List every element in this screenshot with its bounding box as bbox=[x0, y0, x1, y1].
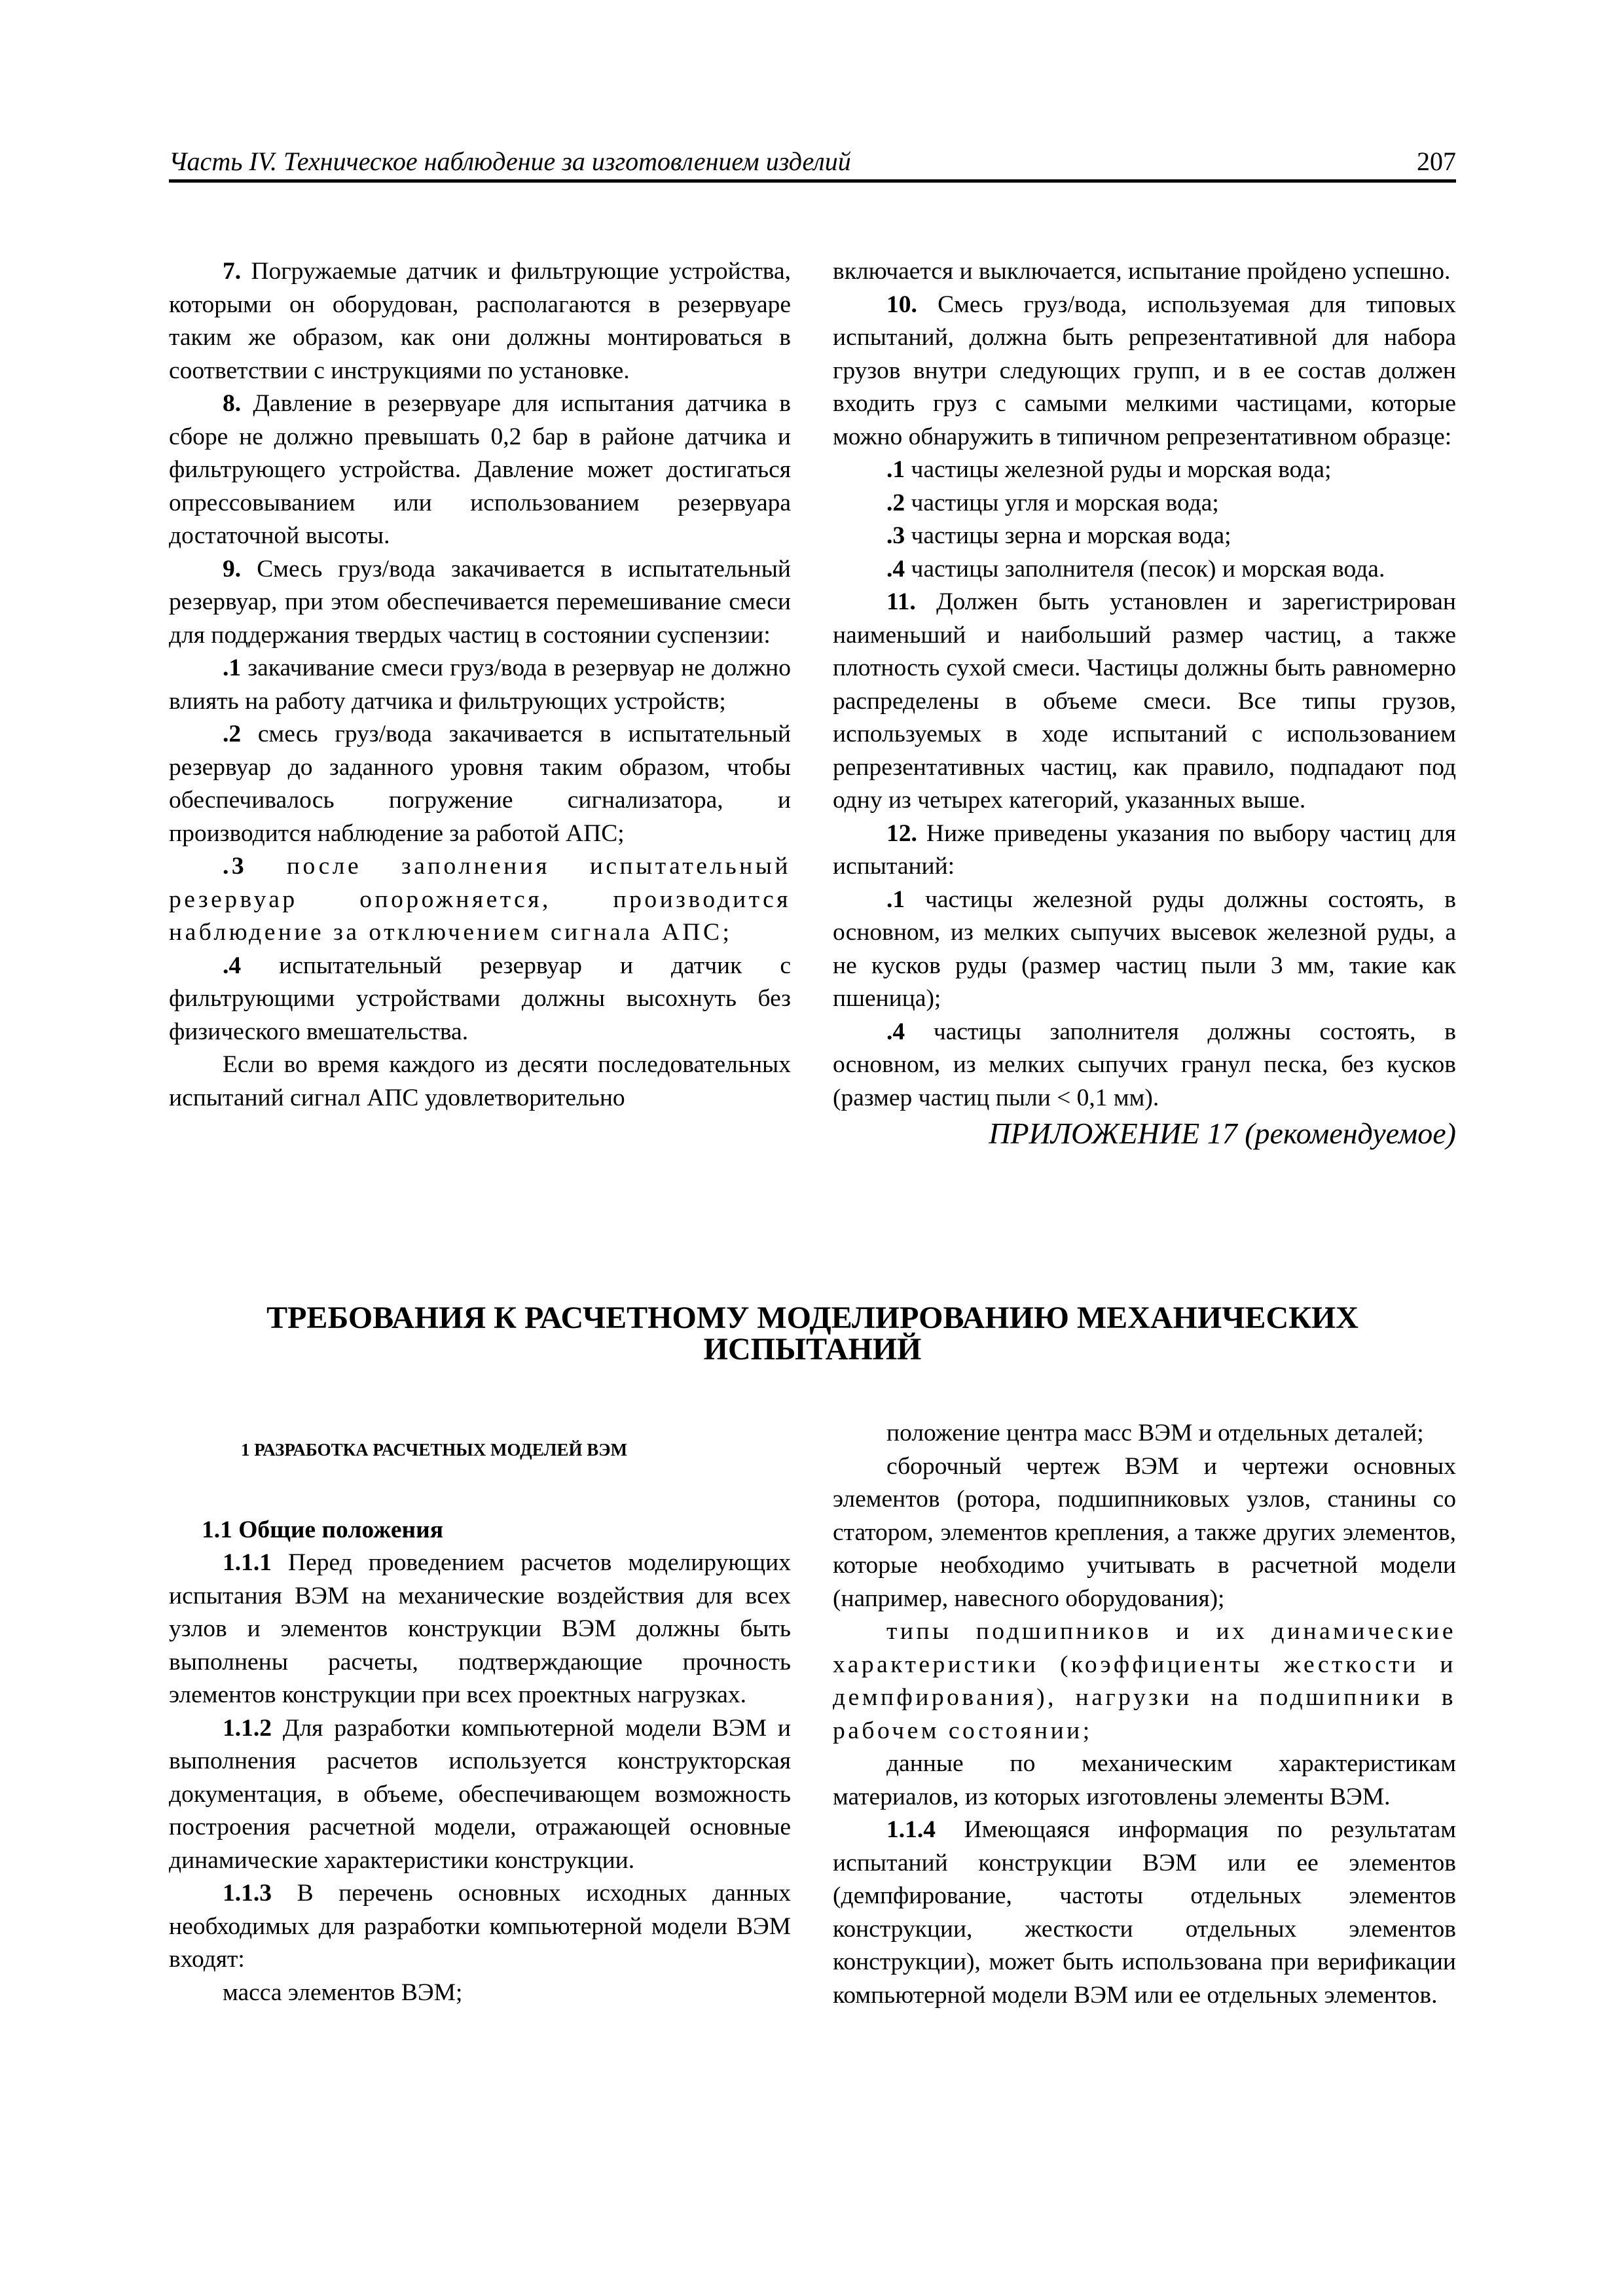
paragraph-11: 11. Должен быть установлен и зарегистрирован наименьший и наибольший размер частиц, а также плотность сухой смеси. Частицы должны быть равномерно распределены в объеме смеси. Все типы грузов, используемых в ходе испытаний с использованием репрезентативных частиц, как правило, подпадают под одну из четырех категорий, указанных выше. bbox=[833, 588, 1456, 814]
section-title-line-2: ИСПЫТАНИЙ bbox=[703, 1332, 922, 1367]
paragraph-if: Если во время каждого из десяти последовательных испытаний сигнал АПС удовлетворительно bbox=[169, 1051, 791, 1111]
section-title bbox=[169, 1302, 1456, 1365]
paragraph-9: 9. Смесь груз/вода закачивается в испытательный резервуар, при этом обеспечивается перемешивание смеси для поддержания твердых частиц в состоянии суспензии: bbox=[169, 555, 791, 649]
paragraph-10-1: .1 частицы железной руды и морская вода; bbox=[886, 456, 1332, 483]
annex-label: ПРИЛОЖЕНИЕ 17 (рекомендуемое) bbox=[989, 1117, 1456, 1150]
running-header bbox=[169, 143, 1456, 183]
paragraph-1-1-1: 1.1.1 Перед проведением расчетов моделирующих испытания ВЭМ на механические воздействия для всех узлов и элементов конструкции ВЭМ должны быть выполнены расчеты, подтверждающие прочность элементов конструкции при всех проектных нагрузках. bbox=[169, 1549, 791, 1708]
list-item-bearings: типы подшипников и их динамические характеристики (коэффициенты жесткости и демпфирования), нагрузки на подшипники в рабочем состоянии; bbox=[833, 1618, 1456, 1744]
paragraph-9-4: .4 испытательный резервуар и датчик с фильтрующими устройствами должны высохнуть без физического вмешательства. bbox=[169, 952, 791, 1045]
paragraph-10-4: .4 частицы заполнителя (песок) и морская вода. bbox=[886, 555, 1385, 583]
paragraph-10-2: .2 частицы угля и морская вода; bbox=[886, 489, 1219, 516]
list-item-drawing: сборочный чертеж ВЭМ и чертежи основных элементов (ротора, подшипниковых узлов, станины со статором, элементов крепления, а также других элементов, которые необходимо учитывать в расчетной модели (например, навесного оборудования); bbox=[833, 1452, 1456, 1612]
paragraph-9-3: .3 после заполнения испытательный резервуар опорожняется, производится наблюдение за отключением сигнала АПС; bbox=[169, 853, 791, 946]
paragraph-continued: включается и выключается, испытание пройдено успешно. bbox=[833, 258, 1451, 285]
left-column-top bbox=[169, 255, 791, 1115]
list-item-materials: данные по механическим характеристикам материалов, из которых изготовлены элементы ВЭМ. bbox=[833, 1750, 1456, 1810]
heading-section-1: 1 РАЗРАБОТКА РАСЧЕТНЫХ МОДЕЛЕЙ ВЭМ bbox=[241, 1440, 628, 1460]
paragraph-9-2: .2 смесь груз/вода закачивается в испытательный резервуар до заданного уровня таким образом, чтобы обеспечивалось погружение сигнализатора, и производится наблюдение за работой АПС; bbox=[169, 721, 791, 847]
paragraph-1-1-2: 1.1.2 Для разработки компьютерной модели ВЭМ и выполнения расчетов используется конструкторская документация, в объеме, обеспечивающем возможность построения расчетной модели, отражающей основные динамические характеристики конструкции. bbox=[169, 1714, 791, 1874]
paragraph-1-1-4: 1.1.4 Имеющаяся информация по результатам испытаний конструкции ВЭМ или ее элементов (демпфирование, частоты отдельных элементов конструкции, жесткости отдельных элементов конструкции), может быть использована при верификации компьютерной модели ВЭМ или ее отдельных элементов. bbox=[833, 1816, 1456, 2009]
paragraph-10-3: .3 частицы зерна и морская вода; bbox=[886, 522, 1231, 549]
running-header-title: Часть IV. Техническое наблюдение за изготовлением изделий bbox=[169, 147, 851, 176]
paragraph-9-1: .1 закачивание смеси груз/вода в резервуар не должно влиять на работу датчика и фильтрующих устройств; bbox=[169, 655, 791, 715]
left-column-bottom bbox=[169, 1433, 791, 2009]
list-item-center-of-mass: положение центра масс ВЭМ и отдельных деталей; bbox=[886, 1420, 1424, 1446]
paragraph-10: 10. Смесь груз/вода, используемая для типовых испытаний, должна быть репрезентативной для набора грузов внутри следующих групп, и в ее состав должен входить груз с самыми мелкими частицами, которые можно обнаружить в типичном репрезентативном образце: bbox=[833, 291, 1456, 450]
paragraph-8: 8. Давление в резервуаре для испытания датчика в сборе не должно превышать 0,2 бар в районе датчика и фильтрующего устройства. Давление может достигаться опрессовыванием или использованием резервуара достаточной высоты. bbox=[169, 390, 791, 549]
paragraph-1-1-3: 1.1.3 В перечень основных исходных данных необходимых для разработки компьютерной модели ВЭМ входят: bbox=[169, 1880, 791, 1973]
right-column-bottom bbox=[833, 1417, 1456, 2012]
paragraph-12-4: .4 частицы заполнителя должны состоять, в основном, из мелких сыпучих гранул песка, без кусков (размер частиц пыли < 0,1 мм). bbox=[833, 1018, 1456, 1111]
paragraph-12-1: .1 частицы железной руды должны состоять, в основном, из мелких сыпучих высевок железной руды, а не кусков руды (размер частиц пыли 3 мм, такие как пшеница); bbox=[833, 886, 1456, 1012]
section-title-line-1: ТРЕБОВАНИЯ К РАСЧЕТНОМУ МОДЕЛИРОВАНИЮ МЕХАНИЧЕСКИХ bbox=[266, 1300, 1359, 1335]
page-number: 207 bbox=[1417, 147, 1456, 176]
heading-subsection-1-1: 1.1 Общие положения bbox=[202, 1516, 444, 1543]
paragraph-7: 7. Погружаемые датчик и фильтрующие устройства, которыми он оборудован, располагаются в резервуаре таким же образом, как они должны монтироваться в соответствии с инструкциями по установке. bbox=[169, 258, 791, 384]
paragraph-12: 12. Ниже приведены указания по выбору частиц для испытаний: bbox=[833, 819, 1456, 880]
right-column-top bbox=[833, 255, 1456, 1151]
list-item-mass: масса элементов ВЭМ; bbox=[223, 1979, 463, 2006]
